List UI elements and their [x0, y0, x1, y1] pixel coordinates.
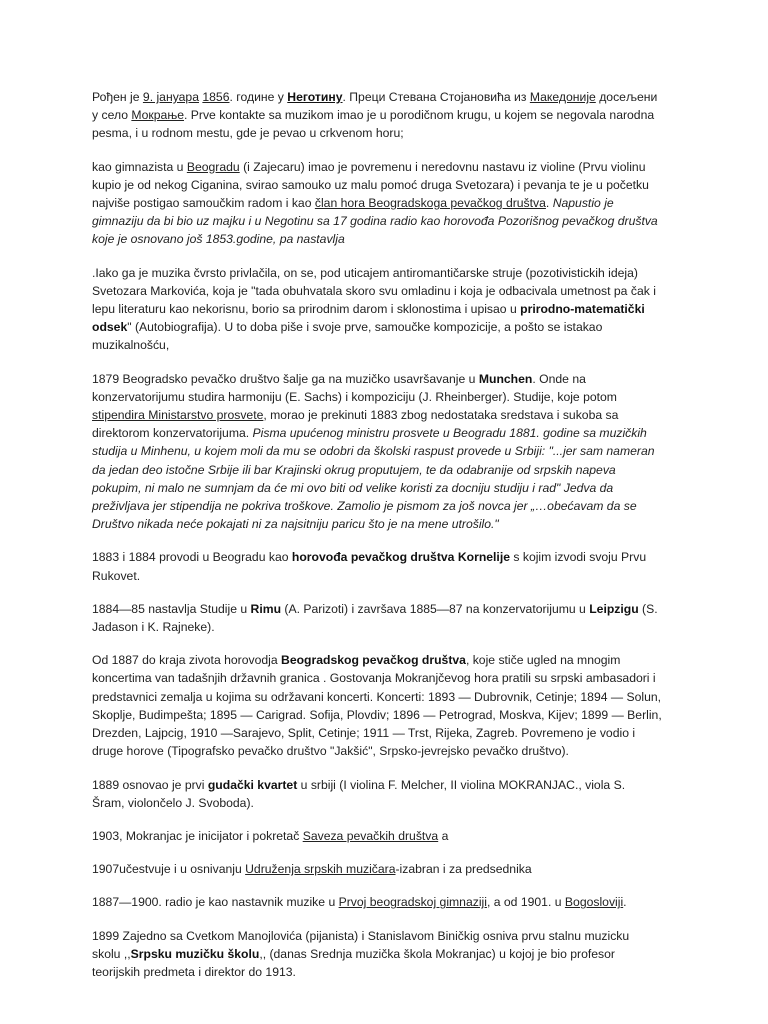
text-run: " (Autobiografija). U to doba piše i svoje prve, samoučke kompozicije, a pošto se istakao — [127, 320, 603, 335]
link-text[interactable]: stipendira Ministarstvo prosvete — [92, 408, 264, 423]
text-line — [92, 424, 692, 442]
text-run: (A. Parizoti) i završava 1885—87 na konzervatorijumu u — [281, 601, 590, 616]
text-run: . Onde na — [532, 371, 586, 386]
text-run: 1899 Zajedno sa Cvetkom Manojlovića (pijanista) i Stanislavom Biničkig osniva prvu stalnu muzicku — [92, 928, 630, 943]
paragraph-p5 — [92, 548, 692, 584]
text-line — [92, 927, 692, 945]
text-run: direktorom konzervatorijuma. — [92, 426, 253, 441]
text-line — [92, 724, 692, 742]
link-text[interactable]: 9. јануара — [142, 90, 199, 104]
bold-text: Rimu — [250, 601, 282, 616]
text-line — [92, 651, 692, 669]
text-line — [92, 618, 692, 636]
text-run: skolu ,, — [92, 946, 131, 961]
text-line — [92, 370, 692, 388]
text-run: . — [623, 895, 627, 910]
text-run: -izabran i za predsednika — [395, 862, 532, 877]
text-line — [92, 600, 692, 618]
text-line — [92, 300, 692, 318]
link-text[interactable]: Saveza pevačkih društva — [302, 828, 439, 843]
text-run: . — [545, 196, 553, 211]
text-line — [92, 176, 692, 194]
paragraph-p1 — [92, 88, 692, 143]
text-run: konzervatorijumu studira harmoniju (E. Sachs) i kompoziciju (J. Rheinberger). Studije, koje potom — [92, 389, 617, 404]
paragraph-p7 — [92, 651, 692, 760]
italic-text: studija u Minhenu, u kojem moli da mu se odobri da školski raspust provede u Srbiji: "...jer sam nameran — [92, 444, 655, 459]
text-run: 1887—1900. radio je kao nastavnik muzike u — [92, 895, 339, 910]
text-run: . Prve kontakte sa muzikom imao je u porodičnom krugu, u kojem se negovala narodna — [184, 108, 655, 123]
bold-text: Leipzigu — [589, 601, 639, 616]
bold-text: prirodno-matematički — [520, 302, 645, 317]
link-text[interactable]: Udruženja srpskih muzičara — [245, 862, 396, 877]
text-line — [92, 158, 692, 176]
text-run: у село — [92, 108, 132, 123]
italic-text: gimnaziju da bi bio uz majku i u Negotinu sa 17 godina radio kao horovođa Pozorišnog pevačkog društva — [92, 214, 658, 229]
text-line — [92, 860, 692, 878]
text-run: 1903, Mokranjac je inicijator i pokretač — [92, 828, 303, 843]
text-run: najviše postigao samoučkim radom i kao — [92, 196, 315, 211]
text-run: teorijskih predmeta i direktor do 1913. — [92, 964, 296, 979]
text-run: koncertima van tadašnjih državnih granica . Gostovanja Mokranjčevog hora pratili su srpski ambasadori i — [92, 671, 656, 686]
text-run: pesma, i u rodnom mestu, gde je pevao u crkvenom horu; — [92, 126, 404, 141]
paragraph-p3 — [92, 264, 692, 355]
text-run: s kojim izvodi svoju Prvu — [509, 550, 647, 565]
paragraph-p12 — [92, 927, 692, 982]
paragraph-p2 — [92, 158, 692, 249]
bold-text: Munchen — [478, 371, 533, 386]
paragraph-p10 — [92, 860, 692, 878]
paragraph-p11 — [92, 893, 692, 911]
text-line — [92, 124, 692, 142]
text-line — [92, 479, 692, 497]
text-run: Рођен је — [92, 90, 143, 104]
text-run: досељени — [595, 90, 658, 104]
italic-text: Društvo nikada neće pokajati ni za najsitniju paricu što je na mene utrošilo." — [92, 517, 499, 532]
italic-text: pokupim, ni malo ne sumnjam da će mi ovo biti od velike koristi za docniju studiju i rad" Jedva da — [92, 480, 614, 495]
text-line — [92, 515, 692, 533]
italic-text: preživljava jer stipendija ne pokriva troškove. Zamolio je pismom za još novca jer „…obećavam da se — [92, 499, 637, 514]
text-line — [92, 282, 692, 300]
text-line — [92, 827, 692, 845]
link-text[interactable]: Македоније — [529, 90, 596, 104]
text-run: , morao je prekinuti 1883 zbog nedostataka sredstava i sukoba sa — [263, 408, 619, 423]
text-run: ,, (danas Srednja muzička škola Mokranjac) u kojoj je bio profesor — [259, 946, 615, 961]
text-run: 1879 Beogradsko pevačko društvo šalje ga na muzičko usavršavanje u — [92, 371, 479, 386]
bold-text: horovođa pevačkog društva Kornelije — [291, 550, 510, 565]
text-line — [92, 388, 692, 406]
text-run: 1907učestvuje i u osnivanju — [92, 862, 246, 877]
text-run: Svetozara Markovića, koja je "tada obuhvatala skoro svu omladinu i koja je odbacivala umetnost pa čak i — [92, 283, 656, 298]
text-line — [92, 106, 692, 124]
text-run: Drezden, Lajpcig, 1910 —Sarajevo, Split, Cetinje; 1911 — Trst, Rijeka, Zagreb. Povremeno je vodio i — [92, 726, 636, 741]
text-line — [92, 963, 692, 981]
text-line — [92, 264, 692, 282]
text-line — [92, 497, 692, 515]
text-run: 1884—85 nastavlja Studije u — [92, 601, 251, 616]
link-text[interactable]: Prvoj beogradskoj gimnaziji — [338, 895, 487, 910]
text-run: , koje stiče ugled na mnogim — [465, 653, 621, 668]
text-run: u srbiji (I violina F. Melcher, II violina MOKRANJAC., viola S. — [297, 777, 626, 792]
text-run: .Iako ga je muzika čvrsto privlačila, on se, pod uticajem antiromantičarske struje (pozotivistickih ideja) — [92, 265, 638, 280]
bold-text: gudački kvartet — [207, 777, 298, 792]
text-run: Rukovet. — [92, 568, 141, 583]
text-line — [92, 567, 692, 585]
text-run: Skoplje, Budimpešta; 1895 — Carigrad. Sofija, Plovdiv; 1896 — Petrograd, Moskva, Kijev; 1899 — Berlin, — [92, 707, 662, 722]
bold-text: Beogradskog pevačkog društva — [281, 653, 466, 668]
text-line — [92, 442, 692, 460]
text-line — [92, 336, 692, 354]
link-text[interactable]: Bogosloviji — [564, 895, 624, 910]
text-run: a — [438, 828, 449, 843]
document-body — [92, 88, 692, 996]
text-line — [92, 688, 692, 706]
text-run: (S. — [638, 601, 658, 616]
link-text[interactable]: član hora Beogradskoga pevačkog društva — [314, 196, 546, 211]
text-line — [92, 230, 692, 248]
text-line — [92, 945, 692, 963]
text-run: muzikalnošću, — [92, 338, 170, 353]
text-line — [92, 461, 692, 479]
text-line — [92, 194, 692, 212]
text-line — [92, 794, 692, 812]
bold-text: odsek — [92, 320, 128, 335]
text-line — [92, 212, 692, 230]
italic-text: Napustio je — [552, 196, 614, 211]
text-run: (i Zajecaru) imao je povremenu i neredovnu nastavu iz violine (Prvu violinu — [239, 159, 646, 174]
link-text[interactable]: Beogradu — [186, 159, 240, 174]
text-run: Jadason i K. Rajneke). — [92, 620, 215, 635]
text-run: druge horove (Tipografsko pevačko društvo "Jakšić", Srpsko-jevrejsko pevačko društvo). — [92, 744, 569, 759]
text-run: 1883 i 1884 provodi u Beogradu kao — [92, 550, 292, 565]
bold-text: Srpsku muzičku školu — [130, 946, 260, 961]
text-run: lepu literaturu kao nekorisnu, borio sa prirodnim darom i sklonostima i upisao u — [92, 302, 521, 317]
text-run: kupio je od nekog Ciganina, svirao samouko uz malu pomoć druga Svetozara) i pevanja te je u početku — [92, 177, 649, 192]
text-run: kao gimnazista u — [92, 159, 187, 174]
text-line — [92, 776, 692, 794]
text-run: . Преци Стевана Стојановића из — [342, 90, 530, 104]
italic-text: koje je osnovano još 1853.godine, pa nastavlja — [92, 232, 345, 247]
paragraph-p9 — [92, 827, 692, 845]
text-line — [92, 318, 692, 336]
text-run: Od 1887 do kraja zivota horovodja — [92, 653, 282, 668]
text-run: predstavnici zemalja u kojima su održavani koncerti. Koncerti: 1893 — Dubrovnik, Cetinje; 1894 — Solun, — [92, 689, 662, 704]
paragraph-p4 — [92, 370, 692, 534]
text-run: Šram, violončelo J. Svoboda). — [92, 795, 254, 810]
text-line — [92, 88, 692, 106]
text-line — [92, 669, 692, 687]
paragraph-p8 — [92, 776, 692, 812]
text-run: 1889 osnovao je prvi — [92, 777, 208, 792]
text-line — [92, 406, 692, 424]
italic-text: da jedan deo istočne Srbije ili bar Krajinski okrug proputujem, te da odabranije od srpskih napeva — [92, 462, 616, 477]
text-line — [92, 742, 692, 760]
text-run: . године у — [229, 90, 288, 104]
text-run: , a od 1901. u — [486, 895, 565, 910]
link-text[interactable]: 1856 — [202, 90, 230, 104]
italic-text: Pisma upućenog ministru prosvete u Beogradu 1881. godine sa muzičkih — [252, 426, 647, 441]
text-line — [92, 706, 692, 724]
link-text[interactable]: Мокрање — [131, 108, 184, 123]
link-text[interactable]: Неготину — [287, 90, 343, 104]
paragraph-p6 — [92, 600, 692, 636]
text-line — [92, 548, 692, 566]
text-line — [92, 893, 692, 911]
